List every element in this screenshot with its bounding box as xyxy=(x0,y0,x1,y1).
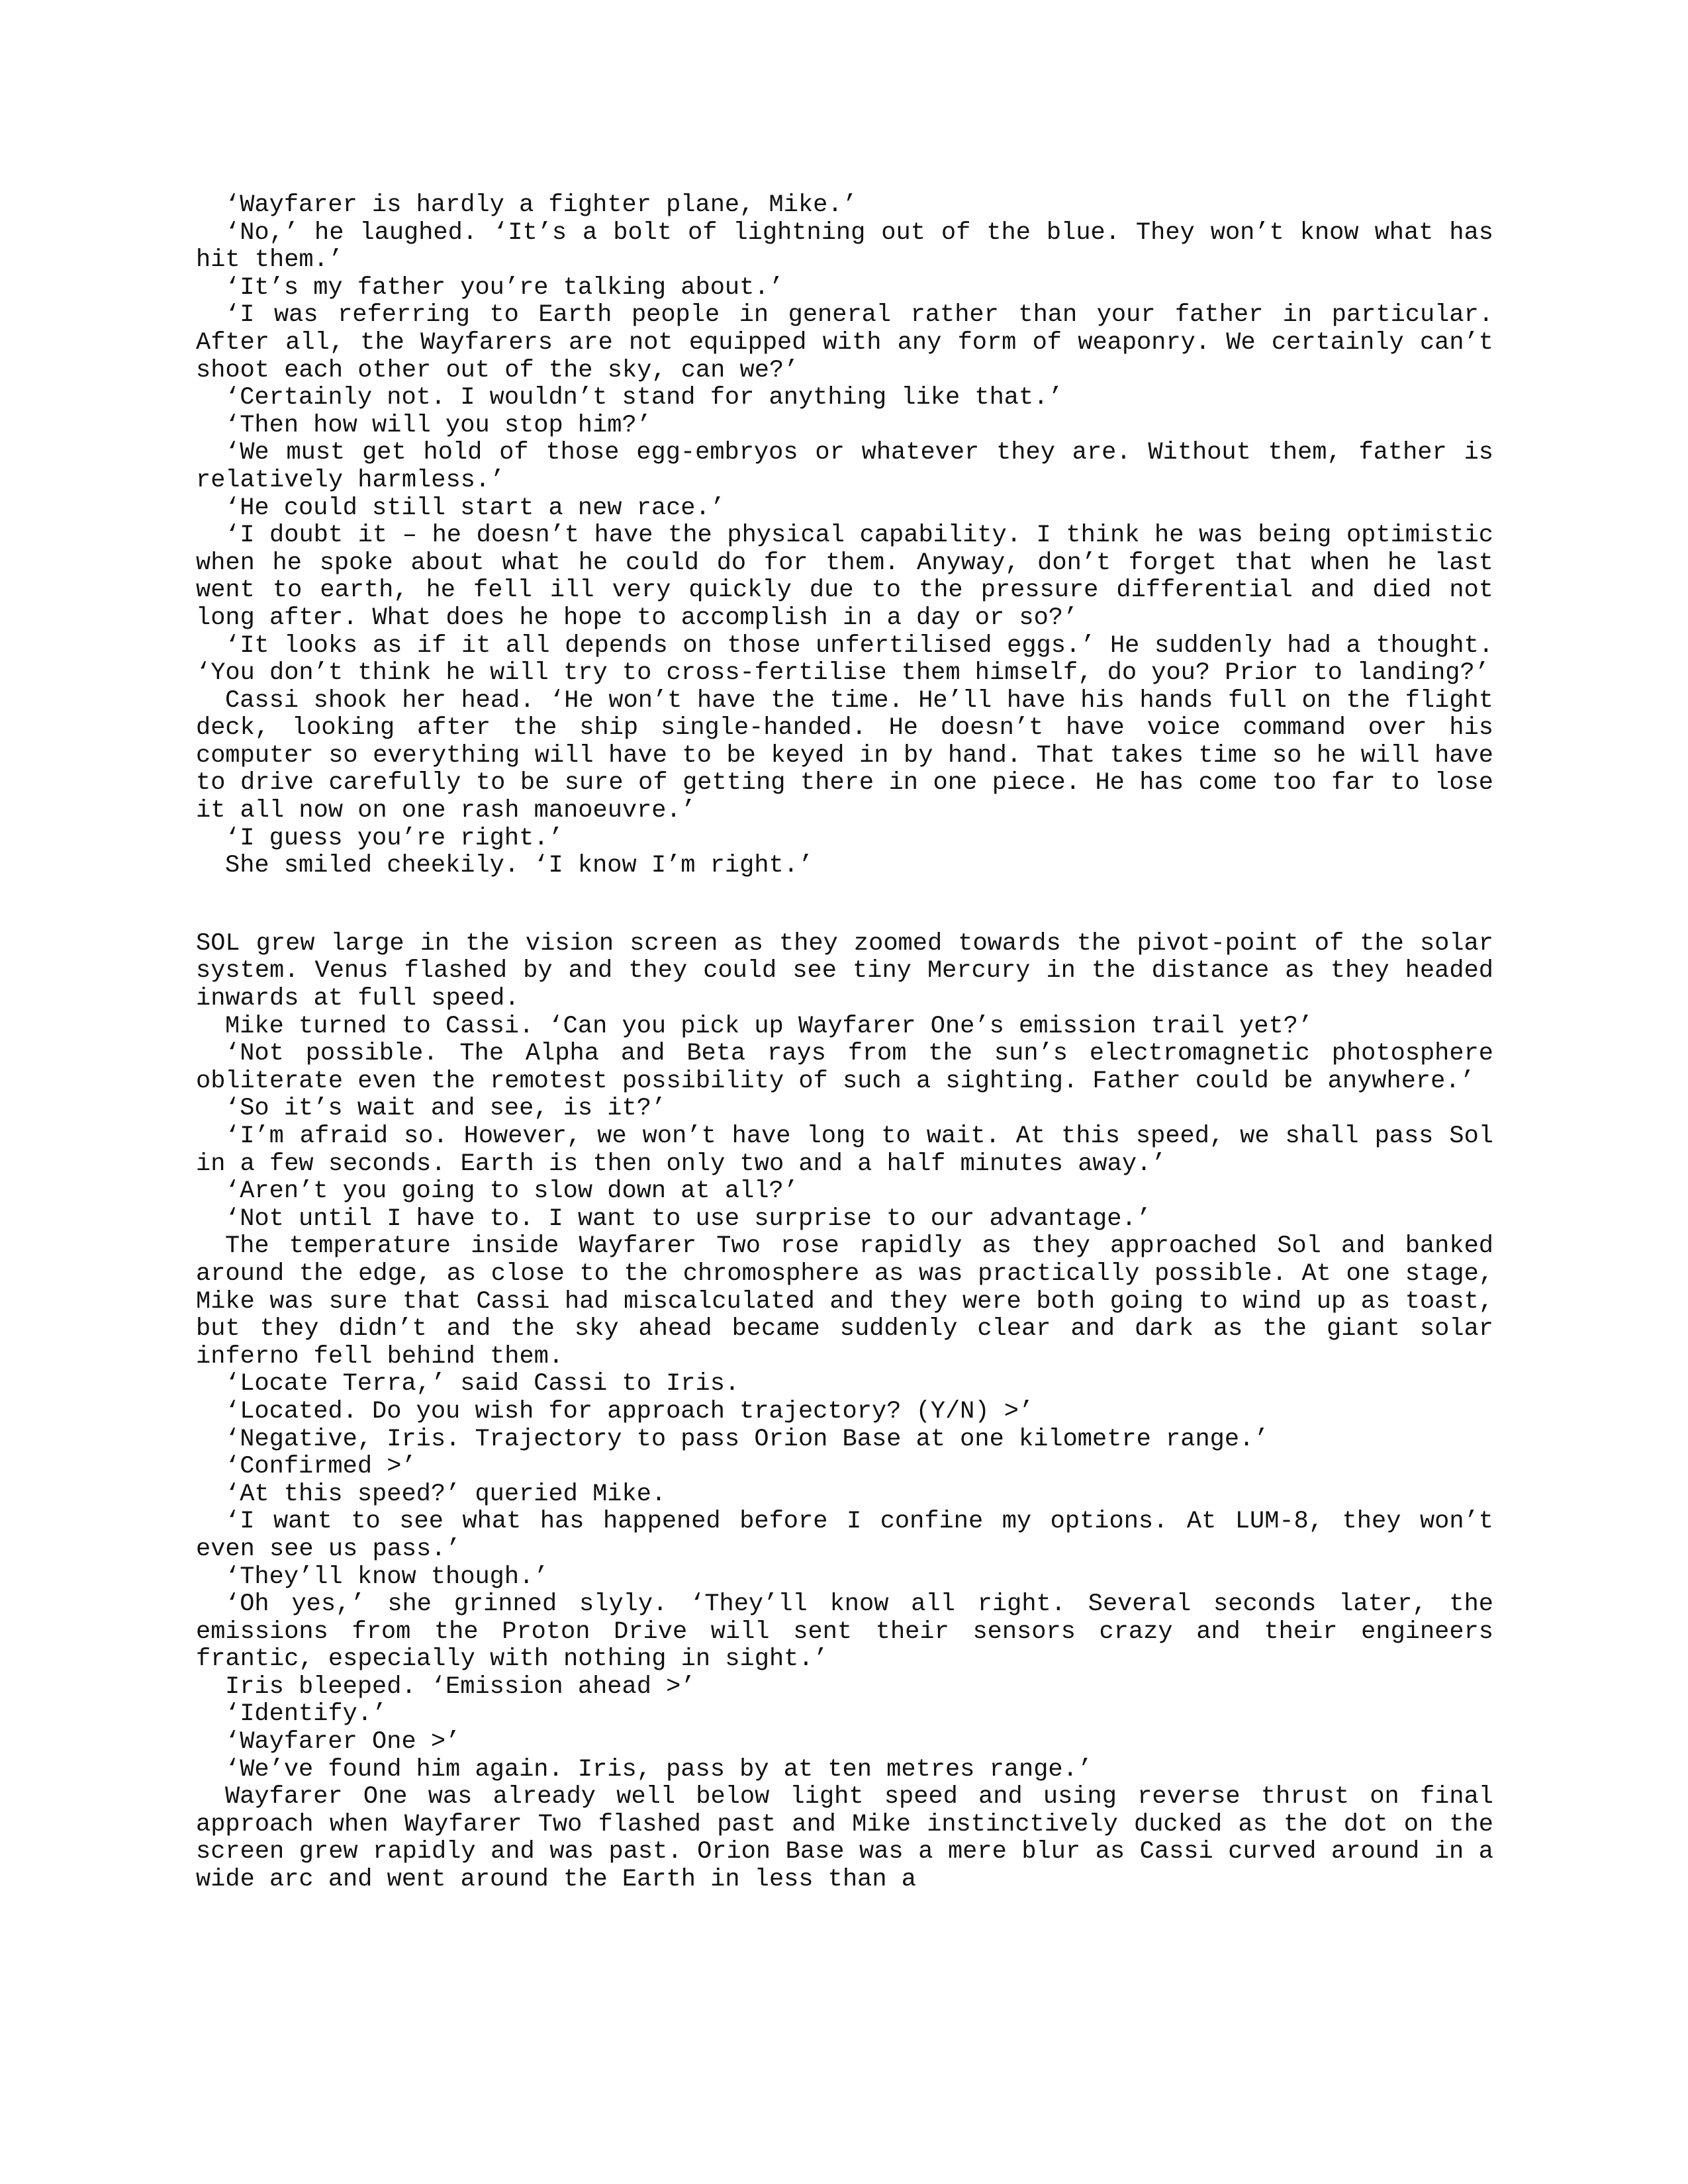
paragraph: ‘Aren’t you going to slow down at all?’ xyxy=(225,1177,798,1206)
paragraph: ‘I doubt it – he doesn’t have the physical capability. I think he was being optimistic when he spoke about what he could do for them. Anyway, don’t forget that when he last went to earth, he fell ill very quickly due to the pressure differential and died not long after. What does he hope to accomplish in a day or so?’ xyxy=(196,522,1493,632)
paragraph: ‘I want to see what has happened before I confine my options. At LUM-8, they won’t even see us pass.’ xyxy=(196,1508,1493,1563)
paragraph: ‘He could still start a new race.’ xyxy=(225,494,725,522)
paragraph: Mike turned to Cassi. ‘Can you pick up Wayfarer One’s emission trail yet?’ xyxy=(225,1012,1313,1040)
paragraph: Wayfarer One was already well below light speed and using reverse thrust on final approach when Wayfarer Two flashed past and Mike instinctively ducked as the dot on the screen grew rapidly and was past. Orion Base was a mere blur as Cassi curved around in a wide arc and went around the Earth in less than a xyxy=(196,1783,1493,1894)
section-opening-paragraph: SOL grew large in the vision screen as they zoomed towards the pivot-point of the solar system. Venus flashed by and they could see tiny Mercury in the distance as they headed inwards at full speed. xyxy=(196,929,1493,1013)
paragraph: ‘Wayfarer is hardly a fighter plane, Mike.’ xyxy=(225,192,857,219)
paragraph: ‘Not until I have to. I want to use surprise to our advantage.’ xyxy=(225,1205,1151,1233)
paragraph: ‘They’ll know though.’ xyxy=(225,1563,549,1591)
paragraph: ‘Oh yes,’ she grinned slyly. ‘They’ll know all right. Several seconds later, the emissions from the Proton Drive will sent their sensors crazy and their engineers frantic, especially with nothing in sight.’ xyxy=(196,1590,1493,1674)
paragraph: The temperature inside Wayfarer Two rose rapidly as they approached Sol and banked around the edge, as close to the chromosphere as was practically possible. At one stage, Mike was sure that Cassi had miscalculated and they were both going to wind up as toast, but they didn’t and the sky ahead became suddenly clear and dark as the giant solar inferno fell behind them. xyxy=(196,1232,1493,1371)
paragraph: Iris bleeped. ‘Emission ahead >’ xyxy=(225,1672,696,1701)
paragraph: ‘Then how will you stop him?’ xyxy=(225,411,651,439)
paragraph: ‘Wayfarer One >’ xyxy=(225,1728,461,1756)
section-one xyxy=(196,192,1493,880)
section-two xyxy=(196,931,1493,1894)
paragraph: ‘Identify.’ xyxy=(225,1700,387,1729)
paragraph: ‘So it’s wait and see, is it?’ xyxy=(225,1095,667,1123)
paragraph: ‘I’m afraid so. However, we won’t have long to wait. At this speed, we shall pass Sol in a few seconds. Earth is then only two and a half minutes away.’ xyxy=(196,1122,1493,1178)
section-break xyxy=(196,880,1493,931)
paragraph: ‘I guess you’re right.’ xyxy=(225,824,563,852)
paragraph: ‘Confirmed >’ xyxy=(225,1453,416,1481)
paragraph: ‘At this speed?’ queried Mike. xyxy=(225,1480,667,1508)
paragraph: ‘It looks as if it all depends on those unfertilised eggs.’ He suddenly had a thought. ‘You don’t think he will try to cross-fertilise them himself, do you? Prior to landing?’ xyxy=(196,631,1493,688)
paragraph: Cassi shook her head. ‘He won’t have the time. He’ll have his hands full on the flight deck, looking after the ship single-handed. He doesn’t have voice command over his computer so everything will have to be keyed in by hand. That takes time so he will have to drive carefully to be sure of getting there in one piece. He has come too far to lose it all now on one rash manoeuvre.’ xyxy=(196,686,1493,825)
paragraph: ‘Certainly not. I wouldn’t stand for anything like that.’ xyxy=(225,384,1063,412)
paragraph: ‘It’s my father you’re talking about.’ xyxy=(225,273,784,302)
paragraph: ‘Located. Do you wish for approach trajectory? (Y/N) >’ xyxy=(225,1397,1034,1426)
page-body xyxy=(196,192,1493,2111)
paragraph: ‘We must get hold of those egg-embryos or whatever they are. Without them, father is relatively harmless.’ xyxy=(196,439,1493,494)
paragraph: ‘No,’ he laughed. ‘It’s a bolt of lightning out of the blue. They won’t know what has hit them.’ xyxy=(196,218,1493,275)
paragraph: ‘I was referring to Earth people in general rather than your father in particular. After all, the Wayfarers are not equipped with any form of weaponry. We certainly can’t shoot each other out of the sky, can we?’ xyxy=(196,301,1493,385)
paragraph: ‘Not possible. The Alpha and Beta rays from the sun’s electromagnetic photosphere obliterate even the remotest possibility of such a sighting. Father could be anywhere.’ xyxy=(196,1040,1493,1095)
paragraph: ‘We’ve found him again. Iris, pass by at ten metres range.’ xyxy=(225,1755,1093,1784)
paragraph: ‘Locate Terra,’ said Cassi to Iris. xyxy=(225,1370,740,1398)
paragraph: ‘Negative, Iris. Trajectory to pass Orion Base at one kilometre range.’ xyxy=(225,1425,1269,1453)
paragraph: She smiled cheekily. ‘I know I’m right.’ xyxy=(225,852,814,880)
